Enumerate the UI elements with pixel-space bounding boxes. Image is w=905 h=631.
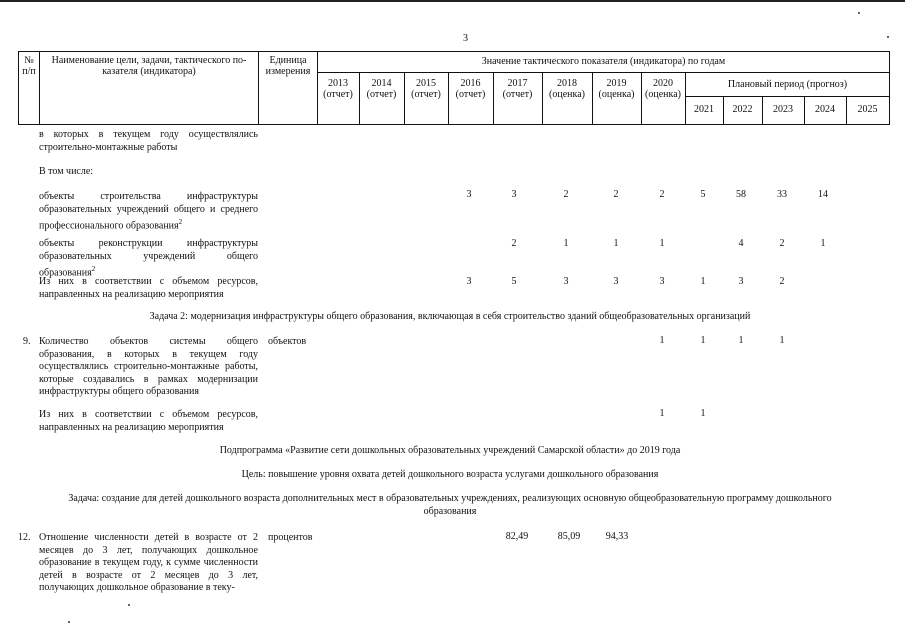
value-cell: 1: [659, 238, 665, 249]
value-cell: 3: [466, 189, 472, 200]
scan-speck: [68, 621, 70, 623]
value-cell: 1: [563, 238, 569, 249]
value-cell: 3: [613, 276, 619, 287]
value-cell: 5: [700, 189, 706, 200]
value-cell: 1: [820, 238, 826, 249]
value-cell: 5: [511, 276, 517, 287]
year-2015: 2015 (отчет): [411, 78, 441, 100]
scan-speck: [128, 604, 130, 606]
scan-speck: [858, 12, 860, 14]
year-2013: 2013 (отчет): [323, 78, 353, 100]
top-scan-border: [0, 0, 905, 2]
plan-year-2025: 2025: [857, 104, 878, 115]
header-values: Значение тактического показателя (индикатора) по годам: [481, 56, 726, 67]
value-cell: 94,33: [605, 531, 629, 542]
value-cell: 82,49: [505, 531, 529, 542]
unit-cell: процентов: [268, 532, 313, 543]
goal-heading: Цель: повышение уровня охвата детей дошкольного возраста услугами дошкольного образования: [241, 469, 659, 480]
plan-year-2022: 2022: [732, 104, 753, 115]
value-cell: 14: [818, 189, 828, 200]
value-cell: 3: [511, 189, 517, 200]
value-cell: 2: [779, 238, 785, 249]
row-objects-count: Количество объектов системы общего образования, в которых в текущем году осуществлялись строительно-монтажные работы, которые создавались в рамках модернизации инфраструктуры общего образования: [39, 336, 258, 397]
row-number: 9.: [23, 336, 31, 347]
row-reconstruction-objects: объекты реконструкции инфраструктуры образовательных учреждений общего образования$^2$: [39, 238, 258, 279]
unit-cell: объектов: [268, 336, 307, 347]
value-cell: 1: [700, 408, 706, 419]
header-unit: Единица измерения: [265, 55, 311, 77]
value-cell: 3: [659, 276, 665, 287]
scan-speck: [887, 36, 889, 38]
value-cell: 2: [779, 276, 785, 287]
year-2020: 2020 (оценка): [645, 78, 681, 100]
including-label: В том числе:: [39, 166, 94, 177]
plan-year-2024: 2024: [815, 104, 835, 115]
task-heading: Задача: создание для детей дошкольного возраста дополнительных мест в образовательных учреждениях, реализующих основную общеобразовательную программу дошкольного образования: [68, 493, 832, 517]
value-cell: 3: [738, 276, 744, 287]
value-cell: 58: [736, 189, 746, 200]
value-cell: 33: [777, 189, 787, 200]
page-number: 3: [463, 33, 468, 44]
value-cell: 85,09: [557, 531, 581, 542]
continued-text: в которых в текущем году осуществлялись строительно-монтажные работы: [39, 129, 258, 153]
year-2016: 2016 (отчет): [455, 78, 486, 100]
year-2018: 2018 (оценка): [549, 78, 585, 100]
year-2017: 2017 (отчет): [502, 78, 533, 100]
year-2019: 2019 (оценка): [598, 78, 635, 100]
row-resources-subset: Из них в соответствии с объемом ресурсов, направленных на реализацию мероприятия: [39, 276, 258, 300]
value-cell: 1: [700, 335, 706, 346]
value-cell: 4: [738, 238, 744, 249]
row-children-ratio: Отношение численности детей в возрасте от 2 месяцев до 3 лет, получающих дошкольное образование в текущем году, к сумме численности детей в возрасте от 2 месяцев до 3 лет, получающих дошкольное образование в теку-: [39, 532, 258, 593]
subprogram-heading: Подпрограмма «Развитие сети дошкольных образовательных учреждений Самарской области» до 2019 года: [219, 445, 681, 456]
value-cell: 2: [613, 189, 619, 200]
value-cell: 1: [659, 408, 665, 419]
value-cell: 2: [659, 189, 665, 200]
plan-year-2023: 2023: [773, 104, 793, 115]
task-2-heading: Задача 2: модернизация инфраструктуры общего образования, включающая в себя строительство зданий общеобразовательных организаций: [149, 311, 751, 322]
value-cell: 3: [466, 276, 472, 287]
plan-year-2021: 2021: [694, 104, 714, 115]
value-cell: 1: [779, 335, 785, 346]
value-cell: 1: [738, 335, 744, 346]
value-cell: 2: [563, 189, 569, 200]
header-name: Наименование цели, задачи, тактического по- казателя (индикатора): [51, 55, 247, 77]
table-header: [18, 51, 890, 125]
value-cell: 3: [563, 276, 569, 287]
row-resources-subset: Из них в соответствии с объемом ресурсов, направленных на реализацию мероприятия: [39, 409, 258, 433]
header-num: № п/п: [22, 55, 36, 77]
value-cell: 2: [511, 238, 517, 249]
planned-period: Плановый период (прогноз): [727, 79, 848, 90]
value-cell: 1: [613, 238, 619, 249]
year-2014: 2014 (отчет): [366, 78, 397, 100]
row-construction-objects: объекты строительства инфраструктуры образовательных учреждений общего и среднего профессионального образования$^2$: [39, 191, 258, 232]
row-number: 12.: [18, 532, 31, 543]
value-cell: 1: [700, 276, 706, 287]
value-cell: 1: [659, 335, 665, 346]
